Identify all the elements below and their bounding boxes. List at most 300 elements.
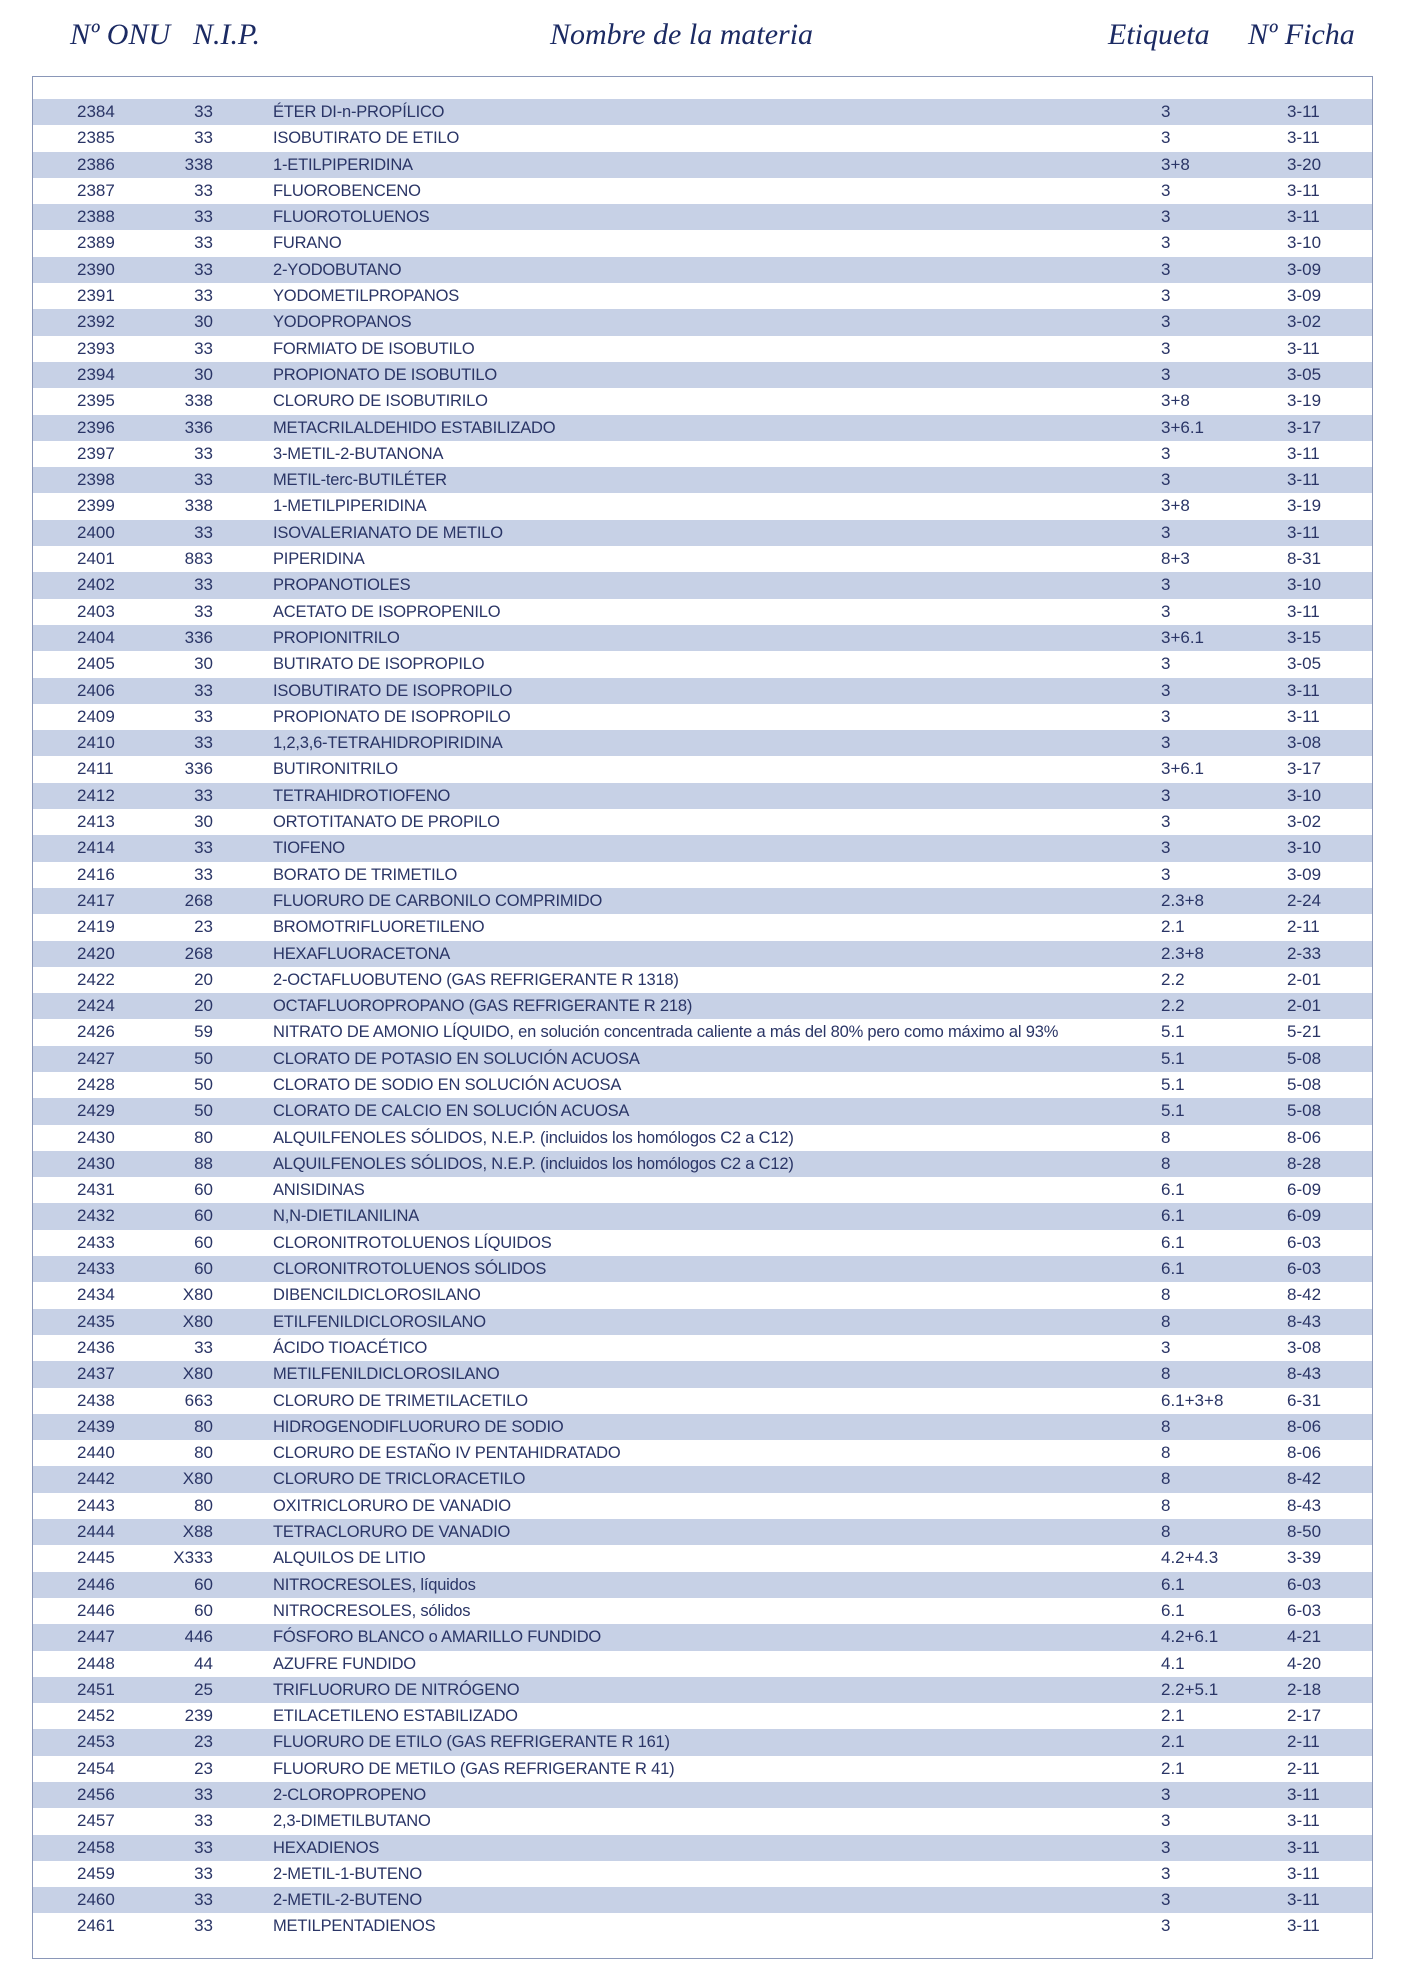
cell-ficha: 8-06 — [1287, 1127, 1322, 1147]
cell-name: METILPENTADIENOS — [273, 1917, 436, 1936]
cell-ficha: 6-03 — [1287, 1574, 1322, 1594]
cell-nip: 50 — [194, 1048, 213, 1068]
table-row — [33, 914, 1372, 940]
table-row — [33, 704, 1372, 730]
cell-etiqueta: 3+6.1 — [1161, 417, 1205, 437]
cell-ficha: 2-24 — [1287, 890, 1322, 910]
cell-etiqueta: 3 — [1161, 233, 1171, 253]
table-row — [33, 625, 1372, 651]
cell-name: 1-ETILPIPERIDINA — [273, 155, 413, 174]
cell-ficha: 2-11 — [1287, 1732, 1320, 1752]
cell-onu: 2414 — [77, 838, 115, 858]
cell-nip: 88 — [194, 1153, 213, 1173]
cell-name: METIL-terc-BUTILÉTER — [273, 471, 447, 490]
table-row — [33, 967, 1372, 993]
cell-nip: 336 — [184, 759, 213, 779]
cell-etiqueta: 3 — [1161, 312, 1171, 332]
cell-etiqueta: 6.1 — [1161, 1600, 1185, 1620]
cell-name: ISOVALERIANATO DE METILO — [273, 523, 503, 542]
cell-name: CLORONITROTOLUENOS SÓLIDOS — [273, 1260, 547, 1279]
cell-name: CLORATO DE SODIO EN SOLUCIÓN ACUOSA — [273, 1075, 622, 1094]
cell-onu: 2426 — [77, 1022, 115, 1042]
table-row — [33, 1913, 1372, 1939]
cell-etiqueta: 8 — [1161, 1416, 1171, 1436]
table-row — [33, 1019, 1372, 1045]
cell-name: ÁCIDO TIOACÉTICO — [273, 1338, 428, 1357]
table-row — [33, 993, 1372, 1019]
cell-ficha: 2-01 — [1287, 996, 1322, 1016]
cell-onu: 2388 — [77, 207, 115, 227]
cell-ficha: 3-11 — [1287, 680, 1320, 700]
cell-onu: 2389 — [77, 233, 115, 253]
cell-etiqueta: 2.1 — [1161, 1758, 1185, 1778]
cell-onu: 2446 — [77, 1600, 115, 1620]
cell-name: TRIFLUORURO DE NITRÓGENO — [273, 1680, 520, 1699]
cell-nip: 33 — [194, 1890, 213, 1910]
cell-name: HEXAFLUORACETONA — [273, 944, 451, 963]
cell-nip: 663 — [184, 1390, 213, 1410]
cell-name: FLUOROBENCENO — [273, 181, 421, 200]
table-row — [33, 1072, 1372, 1098]
cell-ficha: 3-11 — [1287, 1785, 1320, 1804]
cell-name: PROPIONATO DE ISOBUTILO — [273, 365, 497, 384]
table-row — [33, 467, 1372, 493]
cell-name: ÉTER DI-n-PROPÍLICO — [273, 103, 445, 121]
cell-nip: 33 — [194, 180, 213, 200]
table-row — [33, 1125, 1372, 1151]
cell-etiqueta: 8 — [1161, 1522, 1171, 1542]
cell-nip: X80 — [182, 1364, 213, 1384]
cell-onu: 2400 — [77, 522, 115, 542]
cell-onu: 2443 — [77, 1495, 115, 1515]
cell-name: CLORURO DE TRIMETILACETILO — [273, 1391, 528, 1410]
cell-onu: 2385 — [77, 128, 115, 148]
cell-nip: 33 — [194, 338, 213, 358]
cell-onu: 2403 — [77, 601, 115, 621]
cell-ficha: 3-11 — [1287, 180, 1320, 200]
cell-etiqueta: 3 — [1161, 1863, 1171, 1883]
cell-onu: 2410 — [77, 733, 115, 753]
cell-onu: 2433 — [77, 1232, 115, 1252]
cell-etiqueta: 3 — [1161, 575, 1171, 595]
table-row — [33, 1703, 1372, 1729]
cell-onu: 2420 — [77, 943, 115, 963]
table-row — [33, 257, 1372, 283]
table-row — [33, 1887, 1372, 1913]
cell-onu: 2452 — [77, 1706, 115, 1726]
cell-ficha: 3-11 — [1287, 522, 1320, 542]
cell-etiqueta: 8 — [1161, 1495, 1171, 1515]
cell-ficha: 5-08 — [1287, 1101, 1322, 1121]
cell-name: BROMOTRIFLUORETILENO — [273, 918, 485, 937]
cell-ficha: 3-10 — [1287, 575, 1322, 595]
table-row — [33, 546, 1372, 572]
cell-name: TETRAHIDROTIOFENO — [273, 786, 451, 805]
cell-ficha: 4-20 — [1287, 1653, 1322, 1673]
cell-onu: 2411 — [77, 759, 114, 779]
cell-etiqueta: 3 — [1161, 1811, 1171, 1831]
cell-ficha: 3-10 — [1287, 838, 1322, 858]
cell-name: FURANO — [273, 234, 342, 253]
cell-onu: 2395 — [77, 391, 115, 411]
table-row — [33, 783, 1372, 809]
cell-name: FLUORURO DE ETILO (GAS REFRIGERANTE R 161) — [273, 1733, 670, 1752]
cell-nip: 268 — [184, 890, 213, 910]
cell-name: 2-METIL-2-BUTENO — [273, 1891, 422, 1910]
header-etiqueta: Etiqueta — [1108, 18, 1210, 51]
cell-name: ISOBUTIRATO DE ISOPROPILO — [273, 681, 513, 700]
header-name: Nombre de la materia — [550, 18, 814, 51]
cell-ficha: 6-03 — [1287, 1259, 1322, 1279]
cell-nip: 33 — [194, 102, 213, 121]
cell-etiqueta: 3+8 — [1161, 496, 1190, 516]
cell-onu: 2419 — [77, 917, 115, 937]
cell-name: ALQUILOS DE LITIO — [273, 1549, 426, 1568]
cell-onu: 2448 — [77, 1653, 115, 1673]
table-row — [33, 1256, 1372, 1282]
table-row — [33, 835, 1372, 861]
cell-ficha: 8-50 — [1287, 1522, 1322, 1542]
cell-nip: 30 — [194, 654, 213, 674]
cell-onu: 2384 — [77, 102, 115, 121]
cell-onu: 2445 — [77, 1548, 115, 1568]
cell-nip: 33 — [194, 575, 213, 595]
cell-nip: 60 — [194, 1206, 213, 1226]
table-row — [33, 415, 1372, 441]
cell-ficha: 8-43 — [1287, 1495, 1322, 1515]
cell-ficha: 3-11 — [1287, 706, 1320, 726]
table-row — [33, 1677, 1372, 1703]
cell-etiqueta: 3 — [1161, 338, 1171, 358]
cell-nip: 60 — [194, 1232, 213, 1252]
table-row — [33, 493, 1372, 519]
cell-nip: 33 — [194, 470, 213, 490]
cell-etiqueta: 8 — [1161, 1364, 1171, 1384]
cell-name: CLORONITROTOLUENOS LÍQUIDOS — [273, 1233, 552, 1252]
cell-name: METACRILALDEHIDO ESTABILIZADO — [273, 418, 556, 437]
cell-onu: 2392 — [77, 312, 115, 332]
cell-name: N,N-DIETILANILINA — [273, 1207, 420, 1226]
cell-nip: X80 — [182, 1469, 213, 1489]
cell-nip: 23 — [194, 917, 213, 937]
cell-name: YODOPROPANOS — [273, 313, 412, 332]
cell-etiqueta: 3 — [1161, 1337, 1171, 1357]
table-row — [33, 125, 1372, 151]
cell-onu: 2404 — [77, 627, 115, 647]
table-row — [33, 941, 1372, 967]
table-row — [33, 1230, 1372, 1256]
cell-etiqueta: 3 — [1161, 443, 1171, 463]
cell-nip: 23 — [194, 1758, 213, 1778]
cell-name: PROPIONATO DE ISOPROPILO — [273, 707, 511, 726]
table-row — [33, 441, 1372, 467]
cell-name: PROPIONITRILO — [273, 628, 400, 647]
cell-name: NITRATO DE AMONIO LÍQUIDO, en solución concentrada caliente a más del 80% pero como máximo al 93% — [273, 1023, 1059, 1042]
table-row — [33, 1782, 1372, 1808]
cell-onu: 2437 — [77, 1364, 115, 1384]
cell-etiqueta: 3 — [1161, 864, 1171, 884]
cell-onu: 2429 — [77, 1101, 115, 1121]
table-row — [33, 1151, 1372, 1177]
table-row — [33, 336, 1372, 362]
cell-ficha: 3-11 — [1287, 1916, 1320, 1936]
cell-etiqueta: 3 — [1161, 812, 1171, 832]
table-row — [33, 309, 1372, 335]
cell-nip: 336 — [184, 417, 213, 437]
cell-ficha: 3-11 — [1287, 1863, 1320, 1883]
cell-name: METILFENILDICLOROSILANO — [273, 1365, 500, 1384]
cell-name: CLORATO DE POTASIO EN SOLUCIÓN ACUOSA — [273, 1049, 640, 1068]
cell-onu: 2412 — [77, 785, 115, 805]
cell-name: ALQUILFENOLES SÓLIDOS, N.E.P. (incluidos los homólogos C2 a C12) — [273, 1128, 794, 1147]
cell-etiqueta: 3 — [1161, 601, 1171, 621]
cell-name: ACETATO DE ISOPROPENILO — [273, 602, 501, 621]
table-row — [33, 1203, 1372, 1229]
cell-etiqueta: 2.1 — [1161, 1706, 1185, 1726]
cell-name: DIBENCILDICLOROSILANO — [273, 1286, 481, 1305]
cell-onu: 2446 — [77, 1574, 115, 1594]
cell-nip: 33 — [194, 259, 213, 279]
cell-ficha: 3-10 — [1287, 233, 1322, 253]
cell-ficha: 3-11 — [1287, 1811, 1320, 1831]
cell-name: 2,3-DIMETILBUTANO — [273, 1812, 431, 1831]
cell-etiqueta: 8 — [1161, 1311, 1171, 1331]
cell-etiqueta: 3 — [1161, 733, 1171, 753]
cell-ficha: 6-31 — [1287, 1390, 1322, 1410]
cell-nip: 30 — [194, 364, 213, 384]
cell-onu: 2436 — [77, 1337, 115, 1357]
cell-name: 3-METIL-2-BUTANONA — [273, 444, 444, 463]
cell-onu: 2399 — [77, 496, 115, 516]
cell-nip: 883 — [184, 549, 213, 569]
cell-ficha: 3-11 — [1287, 601, 1320, 621]
cell-name: ALQUILFENOLES SÓLIDOS, N.E.P. (incluidos los homólogos C2 a C12) — [273, 1154, 794, 1173]
table-row — [33, 1519, 1372, 1545]
cell-nip: 446 — [184, 1627, 213, 1647]
cell-nip: 33 — [194, 233, 213, 253]
cell-name: YODOMETILPROPANOS — [273, 287, 460, 306]
cell-etiqueta: 2.2 — [1161, 996, 1185, 1016]
cell-etiqueta: 2.2+5.1 — [1161, 1679, 1219, 1699]
cell-onu: 2442 — [77, 1469, 115, 1489]
cell-nip: 60 — [194, 1180, 213, 1200]
cell-etiqueta: 2.3+8 — [1161, 890, 1205, 910]
cell-etiqueta: 3 — [1161, 785, 1171, 805]
cell-nip: 33 — [194, 443, 213, 463]
cell-onu: 2390 — [77, 259, 115, 279]
cell-onu: 2440 — [77, 1443, 115, 1463]
table-row — [33, 1493, 1372, 1519]
cell-name: TIOFENO — [273, 839, 345, 858]
cell-ficha: 3-11 — [1287, 470, 1320, 490]
cell-etiqueta: 4.1 — [1161, 1653, 1185, 1673]
table-frame — [32, 76, 1373, 1959]
cell-ficha: 6-09 — [1287, 1180, 1322, 1200]
header-ficha: Nº Ficha — [1248, 18, 1355, 51]
table-row — [33, 1835, 1372, 1861]
cell-etiqueta: 3 — [1161, 286, 1171, 306]
table-row — [33, 572, 1372, 598]
cell-ficha: 3-11 — [1287, 1837, 1320, 1857]
cell-onu: 2422 — [77, 969, 115, 989]
table-row — [33, 1808, 1372, 1834]
table-row — [33, 230, 1372, 256]
cell-name: FORMIATO DE ISOBUTILO — [273, 339, 475, 358]
cell-onu: 2393 — [77, 338, 115, 358]
cell-etiqueta: 3 — [1161, 838, 1171, 858]
cell-etiqueta: 8 — [1161, 1285, 1171, 1305]
cell-nip: 338 — [184, 154, 213, 174]
cell-onu: 2406 — [77, 680, 115, 700]
cell-onu: 2453 — [77, 1732, 115, 1752]
cell-nip: 20 — [194, 996, 213, 1016]
table-row — [33, 1414, 1372, 1440]
cell-etiqueta: 3 — [1161, 706, 1171, 726]
cell-onu: 2444 — [77, 1522, 115, 1542]
cell-ficha: 3-09 — [1287, 286, 1322, 306]
cell-nip: 33 — [194, 128, 213, 148]
cell-etiqueta: 2.2 — [1161, 969, 1185, 989]
cell-name: TETRACLORURO DE VANADIO — [273, 1523, 511, 1542]
table-row — [33, 152, 1372, 178]
cell-etiqueta: 8 — [1161, 1153, 1171, 1173]
cell-onu: 2435 — [77, 1311, 115, 1331]
cell-nip: 338 — [184, 391, 213, 411]
cell-name: CLORURO DE TRICLORACETILO — [273, 1470, 526, 1489]
cell-etiqueta: 2.1 — [1161, 917, 1185, 937]
cell-ficha: 8-06 — [1287, 1443, 1322, 1463]
cell-name: NITROCRESOLES, líquidos — [273, 1575, 476, 1594]
cell-onu: 2402 — [77, 575, 115, 595]
cell-ficha: 8-42 — [1287, 1469, 1322, 1489]
cell-name: 2-CLOROPROPENO — [273, 1786, 427, 1804]
cell-ficha: 3-15 — [1287, 627, 1322, 647]
cell-ficha: 3-02 — [1287, 312, 1322, 332]
cell-nip: 44 — [194, 1653, 213, 1673]
cell-name: HIDROGENODIFLUORURO DE SODIO — [273, 1417, 564, 1436]
cell-etiqueta: 3 — [1161, 522, 1171, 542]
cell-onu: 2386 — [77, 154, 115, 174]
cell-ficha: 5-08 — [1287, 1074, 1322, 1094]
cell-nip: 23 — [194, 1732, 213, 1752]
cell-ficha: 8-43 — [1287, 1311, 1322, 1331]
cell-etiqueta: 6.1 — [1161, 1206, 1185, 1226]
table-row — [33, 862, 1372, 888]
cell-name: CLORURO DE ESTAÑO IV PENTAHIDRATADO — [273, 1444, 621, 1463]
cell-nip: 239 — [184, 1706, 213, 1726]
cell-onu: 2397 — [77, 443, 115, 463]
cell-ficha: 3-08 — [1287, 1337, 1322, 1357]
cell-name: ETILFENILDICLOROSILANO — [273, 1312, 486, 1331]
table-row — [33, 388, 1372, 414]
table-row — [33, 362, 1372, 388]
cell-ficha: 3-11 — [1287, 338, 1320, 358]
cell-ficha: 2-11 — [1287, 1758, 1320, 1778]
cell-onu: 2430 — [77, 1153, 115, 1173]
cell-name: FÓSFORO BLANCO o AMARILLO FUNDIDO — [273, 1628, 602, 1647]
cell-ficha: 3-09 — [1287, 864, 1322, 884]
cell-name: OXITRICLORURO DE VANADIO — [273, 1496, 511, 1515]
table-row — [33, 1046, 1372, 1072]
cell-onu: 2461 — [77, 1916, 115, 1936]
cell-ficha: 3-05 — [1287, 654, 1322, 674]
cell-nip: X80 — [182, 1311, 213, 1331]
cell-nip: 33 — [194, 864, 213, 884]
cell-nip: 268 — [184, 943, 213, 963]
cell-name: BORATO DE TRIMETILO — [273, 865, 458, 884]
cell-etiqueta: 3 — [1161, 654, 1171, 674]
cell-ficha: 3-11 — [1287, 102, 1320, 121]
cell-ficha: 2-18 — [1287, 1679, 1322, 1699]
cell-nip: 59 — [194, 1022, 213, 1042]
cell-onu: 2430 — [77, 1127, 115, 1147]
cell-nip: 80 — [194, 1495, 213, 1515]
cell-ficha: 4-21 — [1287, 1627, 1322, 1647]
cell-nip: 50 — [194, 1101, 213, 1121]
table-row — [33, 1545, 1372, 1571]
cell-onu: 2409 — [77, 706, 115, 726]
cell-nip: 80 — [194, 1416, 213, 1436]
cell-ficha: 3-19 — [1287, 391, 1322, 411]
table-row — [33, 1335, 1372, 1361]
cell-ficha: 6-03 — [1287, 1600, 1322, 1620]
cell-onu: 2396 — [77, 417, 115, 437]
cell-ficha: 3-05 — [1287, 364, 1322, 384]
cell-onu: 2428 — [77, 1074, 115, 1094]
cell-etiqueta: 8 — [1161, 1127, 1171, 1147]
cell-ficha: 2-01 — [1287, 969, 1322, 989]
cell-onu: 2432 — [77, 1206, 115, 1226]
cell-ficha: 6-03 — [1287, 1232, 1322, 1252]
cell-ficha: 2-33 — [1287, 943, 1322, 963]
cell-ficha: 3-10 — [1287, 785, 1322, 805]
cell-name: CLORATO DE CALCIO EN SOLUCIÓN ACUOSA — [273, 1102, 630, 1121]
cell-nip: 25 — [194, 1679, 213, 1699]
cell-nip: 30 — [194, 312, 213, 332]
cell-etiqueta: 4.2+4.3 — [1161, 1548, 1219, 1568]
cell-onu: 2454 — [77, 1758, 115, 1778]
cell-etiqueta: 6.1 — [1161, 1232, 1185, 1252]
table-row — [33, 283, 1372, 309]
cell-etiqueta: 5.1 — [1161, 1022, 1185, 1042]
table-row — [33, 1861, 1372, 1887]
cell-onu: 2459 — [77, 1863, 115, 1883]
table-row — [33, 651, 1372, 677]
cell-name: FLUORURO DE METILO (GAS REFRIGERANTE R 41) — [273, 1759, 675, 1778]
cell-nip: 33 — [194, 601, 213, 621]
table-row — [33, 599, 1372, 625]
cell-onu: 2439 — [77, 1416, 115, 1436]
cell-onu: 2433 — [77, 1259, 115, 1279]
table-row — [33, 1729, 1372, 1755]
cell-nip: 338 — [184, 496, 213, 516]
cell-ficha: 2-17 — [1287, 1706, 1322, 1726]
cell-ficha: 5-21 — [1287, 1022, 1322, 1042]
cell-etiqueta: 2.1 — [1161, 1732, 1185, 1752]
cell-name: OCTAFLUOROPROPANO (GAS REFRIGERANTE R 218) — [273, 997, 693, 1016]
cell-nip: 33 — [194, 286, 213, 306]
cell-onu: 2438 — [77, 1390, 115, 1410]
cell-etiqueta: 6.1 — [1161, 1574, 1185, 1594]
cell-etiqueta: 3 — [1161, 1837, 1171, 1857]
cell-onu: 2456 — [77, 1785, 115, 1804]
table-header — [0, 10, 1408, 70]
cell-etiqueta: 5.1 — [1161, 1074, 1185, 1094]
cell-onu: 2405 — [77, 654, 115, 674]
table-row — [33, 1756, 1372, 1782]
cell-name: ORTOTITANATO DE PROPILO — [273, 813, 500, 832]
cell-nip: 33 — [194, 522, 213, 542]
